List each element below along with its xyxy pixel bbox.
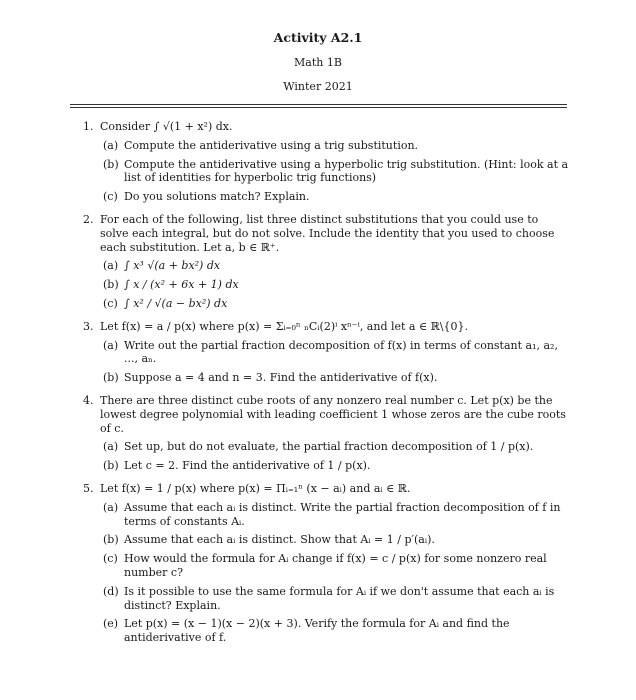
part-text: Compute the antiderivative using a trig substitution.	[124, 138, 419, 152]
part-label: (e)	[103, 617, 119, 631]
part-label: (a)	[103, 500, 119, 514]
problem-number: 5.	[83, 481, 94, 495]
problem-part	[100, 158, 569, 186]
problem-statement: Consider ∫ √(1 + x²) dx.	[100, 120, 233, 133]
problem-3	[83, 320, 569, 385]
problem-2	[83, 213, 569, 311]
problem-part	[100, 139, 569, 153]
header-divider-top	[70, 104, 567, 105]
part-text: Do you solutions match? Explain.	[124, 190, 310, 204]
part-text: Write out the partial fraction decomposition of f(x) in terms of constant a₁, a₂, ..., aₙ.	[124, 338, 558, 366]
problem-part	[100, 339, 569, 367]
problem-part	[100, 585, 569, 613]
problem-statement: There are three distinct cube roots of any nonzero real number c. Let p(x) be the lowest degree polynomial with leading coefficient 1 whose zeros are the cube roots of c.	[100, 393, 566, 435]
part-text: Is it possible to use the same formula for Aᵢ if we don't assume that each aᵢ is distinct? Explain.	[124, 584, 555, 612]
part-text: Assume that each aᵢ is distinct. Write the partial fraction decomposition of f in terms of constants Aᵢ.	[124, 500, 561, 528]
part-text: ∫ x² / √(a − bx²) dx	[124, 296, 228, 310]
problem-part	[100, 552, 569, 580]
part-label: (d)	[103, 584, 119, 598]
problem-part	[100, 501, 569, 529]
part-label: (b)	[103, 278, 119, 292]
problem-part	[100, 533, 569, 547]
part-label: (a)	[103, 138, 119, 152]
problem-list	[83, 120, 569, 654]
part-label: (b)	[103, 533, 119, 547]
problem-number: 2.	[83, 212, 94, 226]
part-label: (b)	[103, 459, 119, 473]
problem-part	[100, 190, 569, 204]
problem-part	[100, 459, 569, 473]
part-label: (b)	[103, 371, 119, 385]
problem-5	[83, 482, 569, 645]
problem-statement: Let f(x) = 1 / p(x) where p(x) = Πᵢ₌₁ⁿ (x − aᵢ) and aᵢ ∈ ℝ.	[100, 481, 411, 495]
problem-statement: Let f(x) = a / p(x) where p(x) = Σᵢ₌₀ⁿ ₙCᵢ(2)ⁱ xⁿ⁻ⁱ, and let a ∈ ℝ\{0}.	[100, 319, 468, 333]
part-label: (c)	[103, 296, 118, 310]
term-label: Winter 2021	[283, 80, 353, 93]
problem-number: 4.	[83, 393, 94, 407]
part-text: ∫ x / (x² + 6x + 1) dx	[124, 278, 239, 292]
page-title: Activity A2.1	[273, 30, 363, 45]
part-label: (a)	[103, 259, 119, 273]
part-text: How would the formula for Aᵢ change if f(x) = c / p(x) for some nonzero real number c?	[124, 552, 547, 579]
problem-part	[100, 297, 569, 311]
part-text: ∫ x³ √(a + bx²) dx	[124, 259, 221, 273]
problem-4	[83, 394, 569, 473]
problem-part	[100, 440, 569, 454]
part-label: (a)	[103, 338, 119, 352]
course-name: Math 1B	[294, 56, 342, 69]
part-text: Assume that each aᵢ is distinct. Show that Aᵢ = 1 / p′(aᵢ).	[124, 533, 435, 547]
problem-1	[83, 120, 569, 204]
part-text: Let p(x) = (x − 1)(x − 2)(x + 3). Verify the formula for Aᵢ and find the antiderivative of f.	[124, 617, 510, 645]
problem-number: 1.	[83, 120, 94, 133]
problem-part	[100, 371, 569, 385]
part-label: (c)	[103, 552, 118, 566]
part-label: (c)	[103, 190, 118, 204]
part-text: Set up, but do not evaluate, the partial fraction decomposition of 1 / p(x).	[124, 440, 534, 454]
part-text: Let c = 2. Find the antiderivative of 1 / p(x).	[124, 459, 371, 473]
part-label: (b)	[103, 157, 119, 171]
part-text: Compute the antiderivative using a hyperbolic trig substitution. (Hint: look at a list of identities for hyperbolic trig functions)	[124, 157, 569, 185]
problem-statement: For each of the following, list three distinct substitutions that you could use to solve each integral, but do not solve. Include the identity that you used to choose each substitution. Let a, b ∈ ℝ⁺.	[100, 212, 555, 254]
part-label: (a)	[103, 440, 119, 454]
problem-part	[100, 278, 569, 292]
part-text: Suppose a = 4 and n = 3. Find the antiderivative of f(x).	[124, 371, 438, 385]
problem-part	[100, 617, 569, 645]
problem-part	[100, 259, 569, 273]
header-divider-bottom	[70, 107, 567, 108]
problem-number: 3.	[83, 319, 94, 333]
